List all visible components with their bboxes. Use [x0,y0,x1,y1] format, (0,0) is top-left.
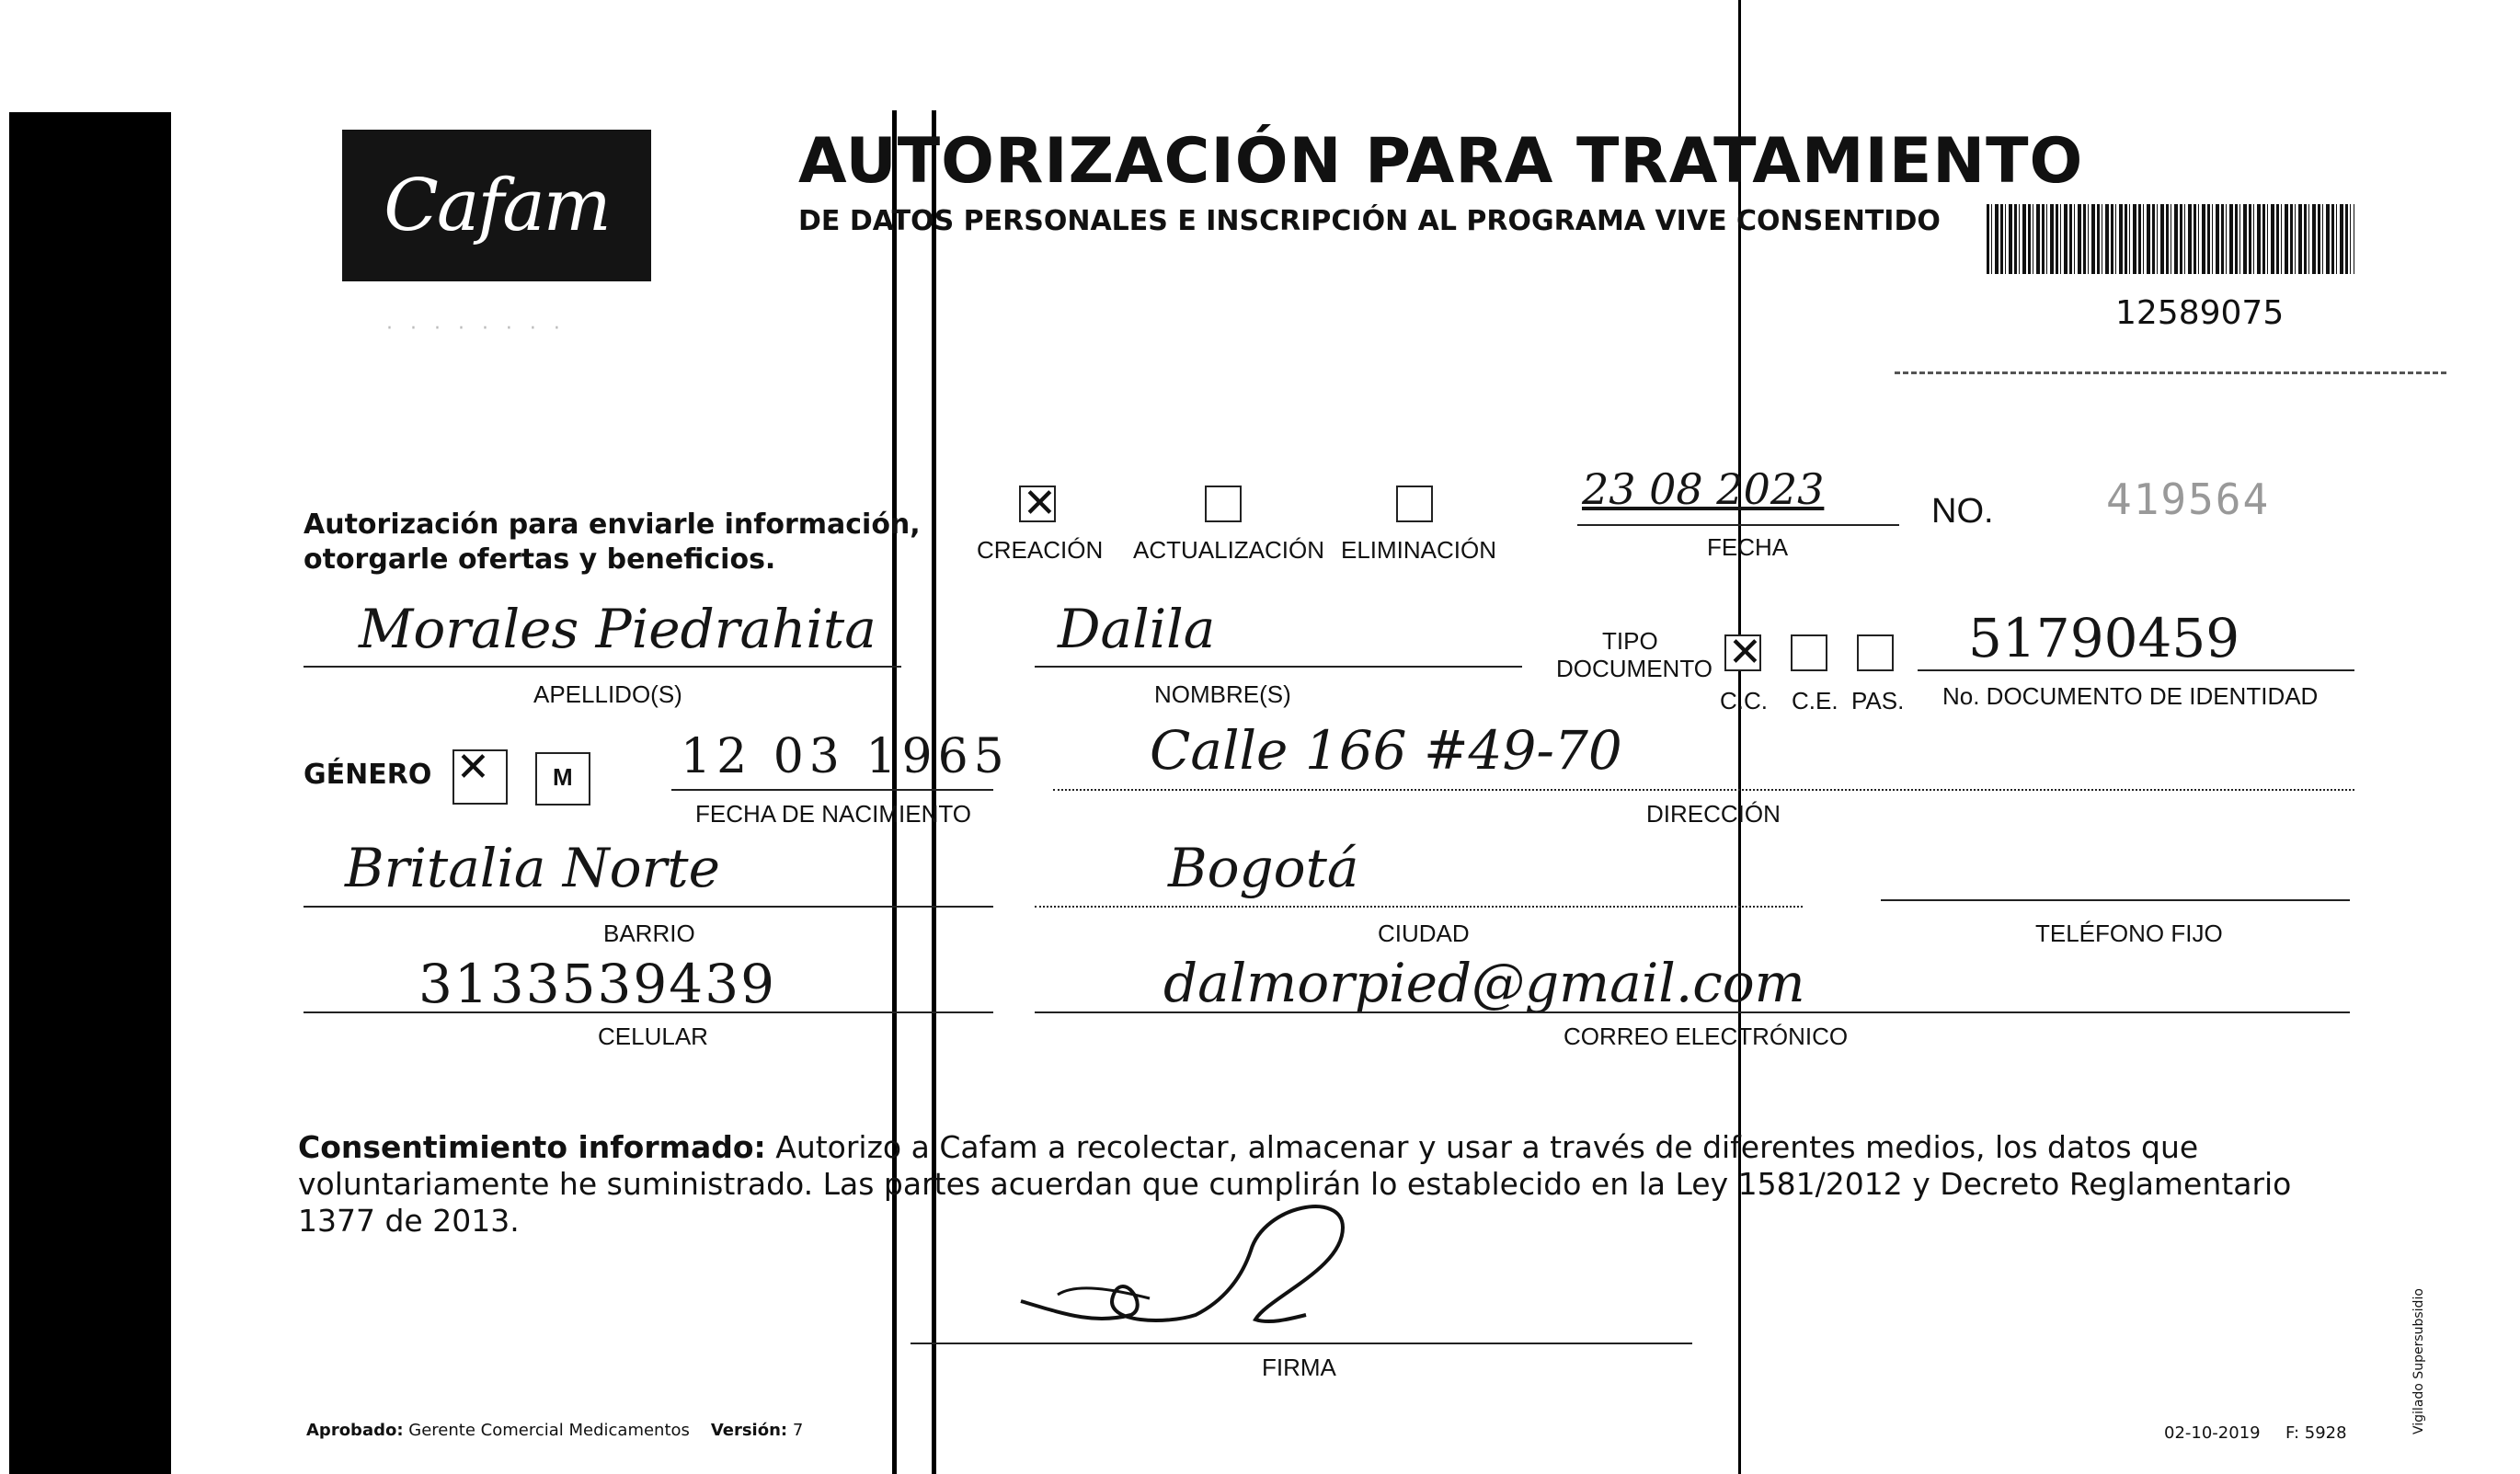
ciudad-label: CIUDAD [1378,920,1470,947]
side-supervision-text: Vigilado Supersubsidio [2411,1288,2426,1434]
fecha-nacimiento-line [671,789,993,791]
fecha-nacimiento-value[interactable]: 12 03 1965 [681,729,1010,784]
fecha-line [1577,524,1899,526]
documento-value[interactable]: 51790459 [1968,607,2240,669]
firma-label: FIRMA [1262,1354,1336,1381]
apellidos-line [304,666,901,668]
cc-label: C.C. [1720,687,1768,714]
cafam-logo: Cafam [384,164,610,247]
form-subtitle: DE DATOS PERSONALES E INSCRIPCIÓN AL PROGRAMA VIVE CONSENTIDO [798,205,1941,237]
tipo-documento-label: TIPO [1602,627,1658,655]
telefono-line [1881,899,2350,901]
date-code: 02-10-2019 [2164,1423,2261,1443]
correo-label: CORREO ELECTRÓNICO [1564,1023,1849,1050]
documento-line [1918,669,2354,671]
genero-label: GÉNERO [304,759,432,791]
scan-vertical-line [892,110,897,1474]
actualizacion-checkbox[interactable] [1205,486,1242,522]
barrio-line [304,906,993,908]
form-title: AUTORIZACIÓN PARA TRATAMIENTO [798,125,2084,198]
telefono-label: TELÉFONO FIJO [2035,920,2223,947]
apellidos-value[interactable]: Morales Piedrahita [359,598,876,660]
barrio-label: BARRIO [603,920,695,947]
version-value: 7 [792,1421,804,1440]
apellidos-label: APELLIDO(S) [533,680,682,708]
consent-heading: Consentimiento informado: [298,1129,766,1165]
nombres-value[interactable]: Dalila [1058,598,1216,660]
ce-checkbox[interactable] [1791,634,1827,671]
celular-label: CELULAR [598,1023,708,1050]
celular-line [304,1011,993,1013]
scan-black-bar [9,112,171,1474]
correo-value[interactable]: dalmorpied@gmail.com [1163,952,1805,1014]
nombres-line [1035,666,1522,668]
authorization-text: Autorización para enviarle información, [304,508,921,541]
fecha-label: FECHA [1707,533,1789,561]
form-code: F: 5928 [2285,1423,2347,1443]
consent-text: Autorizo a Cafam a recolectar, almacenar y usar a través de diferentes medios, los datos que voluntariamente he suministrado. Las partes acuerdan que cumplirán lo establecido en la Ley 1581/2012 y Decreto Reglamentario 1377 de 2013. [298,1129,2292,1239]
aprobado-label: Aprobado: [306,1421,404,1440]
no-label: NO. [1931,492,1994,531]
pas-label: PAS. [1851,687,1905,714]
pas-checkbox[interactable] [1857,634,1894,671]
eliminacion-checkbox[interactable] [1396,486,1433,522]
barcode [1987,204,2354,274]
tipo-documento-label: DOCUMENTO [1556,655,1712,682]
authorization-text: otorgarle ofertas y beneficios. [304,543,776,576]
direccion-value[interactable]: Calle 166 #49-70 [1150,719,1622,782]
fecha-nacimiento-label: FECHA DE NACIMIENTO [695,800,972,828]
dashed-divider [1895,371,2446,374]
genero-m-label: M [553,763,573,791]
firma-line [911,1343,1692,1344]
cc-checkbox[interactable] [1724,634,1761,671]
genero-f-checkbox[interactable] [452,749,508,805]
celular-value[interactable]: 3133539439 [418,953,777,1015]
signature-drawing [1012,1186,1380,1352]
direccion-label: DIRECCIÓN [1646,800,1781,828]
version-label: Versión: [710,1421,788,1440]
aprobado-value: Gerente Comercial Medicamentos [408,1421,690,1440]
aprobado-footer [306,1421,803,1440]
form-number: 419564 [2106,474,2271,524]
correo-line [1035,1011,2350,1013]
creacion-checkbox[interactable] [1019,486,1056,522]
eliminacion-label: ELIMINACIÓN [1341,536,1497,564]
ce-label: C.E. [1792,687,1838,714]
fecha-value[interactable]: 23 08 2023 [1582,464,1825,514]
logo-subtext: · · · · · · · · [386,317,566,340]
creacion-label: CREACIÓN [977,536,1104,564]
documento-label: No. DOCUMENTO DE IDENTIDAD [1942,682,2319,710]
barrio-value[interactable]: Britalia Norte [345,837,720,899]
barcode-number: 12589075 [2115,294,2285,332]
direccion-line [1053,789,2354,791]
nombres-label: NOMBRE(S) [1154,680,1291,708]
ciudad-line [1035,906,1803,908]
ciudad-value[interactable]: Bogotá [1168,837,1359,899]
scan-vertical-line [932,110,936,1474]
actualizacion-label: ACTUALIZACIÓN [1133,536,1325,564]
